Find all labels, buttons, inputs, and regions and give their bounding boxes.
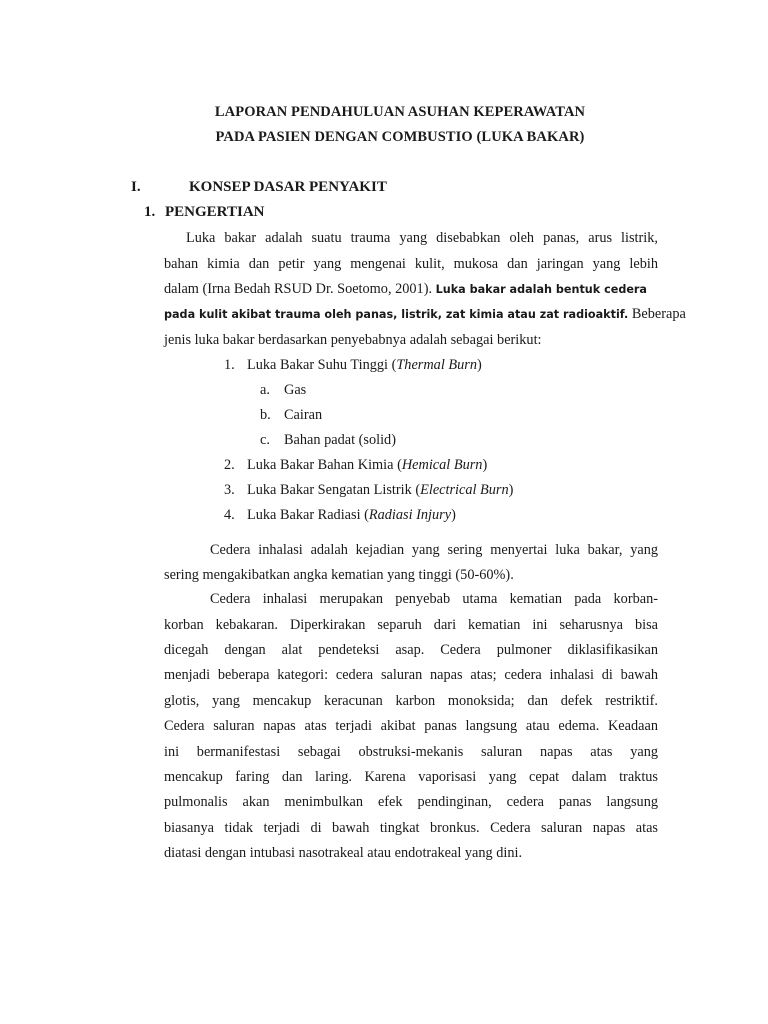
- para2-line2: sering mengakibatkan angka kematian yang tinggi (50-60%).: [164, 567, 514, 583]
- list-item: [224, 357, 235, 374]
- list-text: Luka Bakar Suhu Tinggi (: [247, 357, 397, 373]
- para3-line2: korban kebakaran. Diperkirakan separuh dari kematian ini seharusnya bisa: [164, 617, 658, 633]
- para3-line8: mencakup faring dan laring. Karena vaporisasi yang cepat dalam traktus: [164, 769, 658, 785]
- para3-line11: diatasi dengan intubasi nasotrakeal atau endotrakeal yang dini.: [164, 845, 523, 861]
- list-item: [224, 482, 235, 499]
- list-text: Luka Bakar Bahan Kimia (: [247, 457, 402, 473]
- list-number: 2.: [224, 457, 235, 473]
- list-number: 1.: [224, 357, 235, 373]
- para1-line4-text: Beberapa: [631, 306, 686, 322]
- para2-line1: [164, 542, 658, 559]
- para1-citation: dalam (Irna Bedah RSUD Dr. Soetomo, 2001).: [164, 281, 433, 297]
- list-close: ): [508, 482, 514, 498]
- para1-bold-definition-start: Luka bakar adalah bentuk cedera: [435, 283, 647, 296]
- section-title: KONSEP DASAR PENYAKIT: [189, 179, 387, 195]
- list-text: Luka Bakar Radiasi (: [247, 507, 369, 523]
- subsection-number: 1.: [144, 204, 156, 220]
- para3-line7: ini bermanifestasi sebagai obstruksi-mekanis saluran napas atas yang: [164, 744, 658, 760]
- para3-line9: pulmonalis akan menimbulkan efek pendinginan, cedera panas langsung: [164, 794, 658, 810]
- list-item-text: [247, 507, 456, 524]
- section-number: I.: [131, 179, 141, 195]
- sublist-text: Bahan padat (solid): [284, 432, 396, 448]
- para1-line1: [164, 230, 658, 247]
- list-italic: Hemical Burn: [401, 457, 483, 473]
- sublist-letter: a.: [260, 382, 270, 398]
- sublist-text: Gas: [284, 382, 307, 398]
- list-close: ): [476, 357, 482, 373]
- para3-line1: [164, 591, 658, 608]
- para1-line4: [164, 306, 686, 323]
- para3-line5: glotis, yang mencakup keracunan karbon monoksida; dan defek restriktif.: [164, 693, 658, 709]
- list-item-text: [247, 357, 482, 374]
- para3-line6: Cedera saluran napas atas terjadi akibat panas langsung atau edema. Keadaan: [164, 718, 658, 734]
- list-italic: Radiasi Injury: [368, 507, 452, 523]
- list-italic: Electrical Burn: [420, 482, 509, 498]
- para3-line1-text: Cedera inhalasi merupakan penyebab utama kematian pada korban-: [210, 591, 658, 607]
- list-item-text: [247, 482, 513, 499]
- list-item: [224, 457, 235, 474]
- para3-line4: menjadi beberapa kategori: cedera saluran napas atas; cedera inhalasi di bawah: [164, 667, 658, 683]
- list-item-text: [247, 457, 487, 474]
- para1-bold-definition-end: pada kulit akibat trauma oleh panas, listrik, zat kimia atau zat radioaktif.: [164, 308, 629, 321]
- list-italic: Thermal Burn: [396, 357, 477, 373]
- para1-line3: [164, 281, 647, 298]
- para1-line5: jenis luka bakar berdasarkan penyebabnya adalah sebagai berikut:: [164, 332, 542, 348]
- para1-line1-text: Luka bakar adalah suatu trauma yang disebabkan oleh panas, arus listrik,: [186, 230, 658, 246]
- sublist-letter: c.: [260, 432, 270, 448]
- list-number: 4.: [224, 507, 235, 523]
- title-line-2: PADA PASIEN DENGAN COMBUSTIO (LUKA BAKAR): [215, 129, 585, 145]
- list-number: 3.: [224, 482, 235, 498]
- title-line-1: LAPORAN PENDAHULUAN ASUHAN KEPERAWATAN: [214, 104, 586, 120]
- para2-line1-text: Cedera inhalasi adalah kejadian yang sering menyertai luka bakar, yang: [210, 542, 658, 558]
- sublist-letter: b.: [260, 407, 271, 423]
- para1-line2: bahan kimia dan petir yang mengenai kulit, mukosa dan jaringan yang lebih: [164, 256, 658, 272]
- para3-line10: biasanya tidak terjadi di bawah tingkat bronkus. Cedera saluran napas atas: [164, 820, 658, 836]
- list-close: ): [482, 457, 488, 473]
- list-close: ): [451, 507, 456, 523]
- para3-line3: dicegah dengan alat pendeteksi asap. Cedera pulmoner diklasifikasikan: [164, 642, 658, 658]
- list-item: [224, 507, 235, 524]
- subsection-title: PENGERTIAN: [165, 204, 265, 220]
- sublist-text: Cairan: [284, 407, 323, 423]
- list-text: Luka Bakar Sengatan Listrik (: [247, 482, 421, 498]
